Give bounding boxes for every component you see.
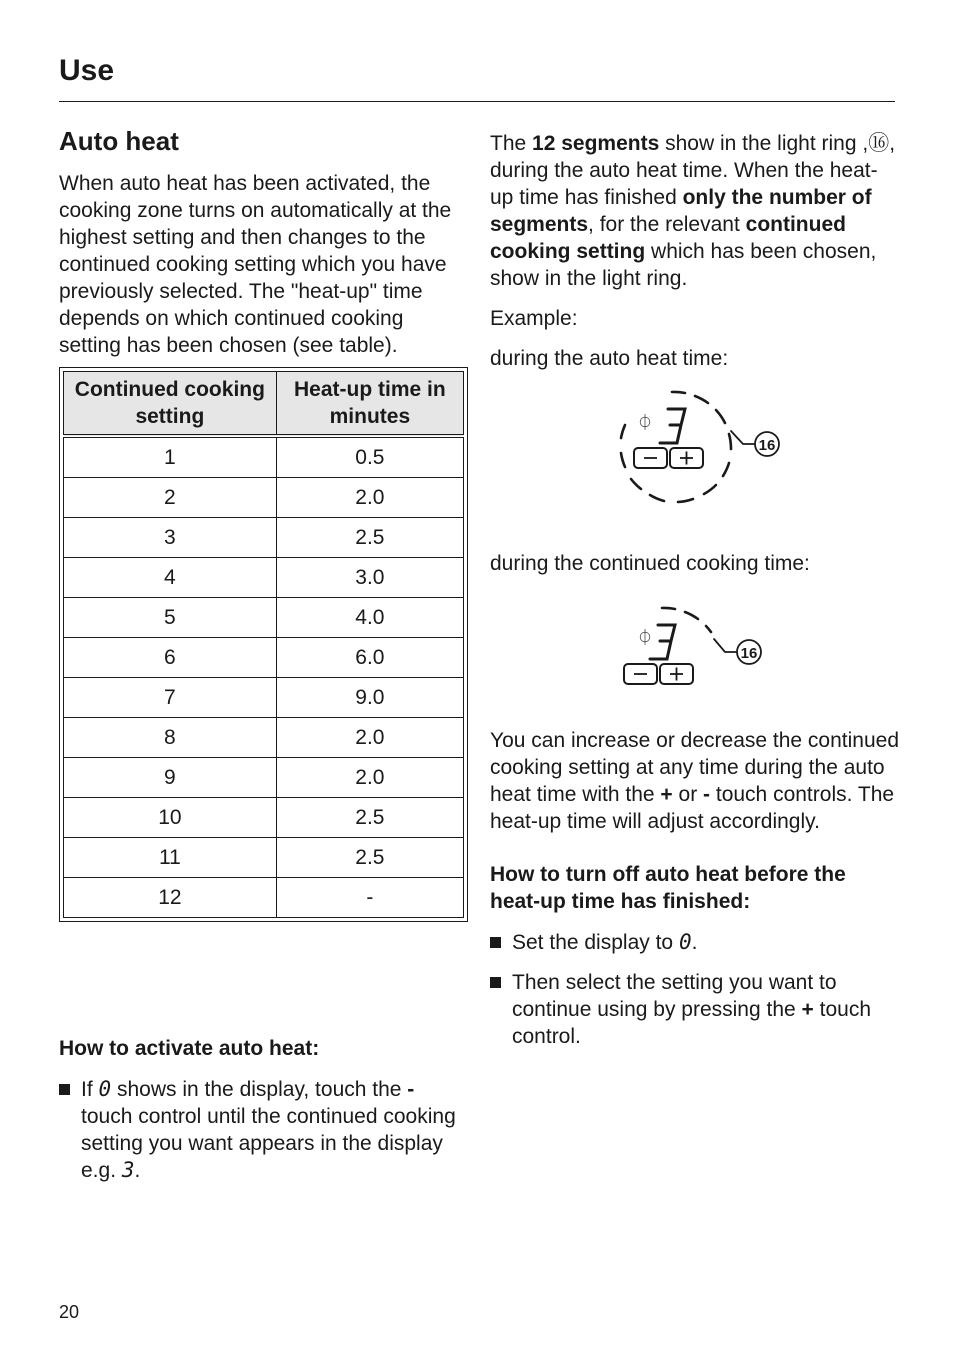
callout-number: 16 <box>740 645 758 662</box>
right-column <box>490 130 900 1063</box>
text: The <box>490 132 533 155</box>
continued-cooking-diagram <box>490 595 900 705</box>
text: You can increase or decrease the continued cooking setting at any time during the auto heat time with the <box>490 729 900 806</box>
text: , during the auto heat time. When the heat-up time has finished <box>490 132 896 209</box>
text: or <box>672 783 704 806</box>
left-column <box>59 124 469 922</box>
minus-symbol: - <box>407 1078 415 1101</box>
time-cell: 0.5 <box>276 436 463 478</box>
bold-text: continued cooking setting <box>490 213 846 263</box>
header-rule <box>59 101 895 102</box>
table-row <box>64 436 464 478</box>
display-digit-three <box>650 625 675 659</box>
callout-leader <box>714 639 736 652</box>
table-row <box>64 678 464 718</box>
time-cell: 2.0 <box>276 718 463 758</box>
display-digit: 0 <box>98 1077 112 1101</box>
setting-cell: 5 <box>64 598 277 638</box>
table-row <box>64 838 464 878</box>
display-digit: 3 <box>121 1158 135 1182</box>
text: , for the relevant <box>588 213 746 236</box>
how-to-activate-heading: How to activate auto heat: <box>59 1037 320 1060</box>
table-row <box>64 558 464 598</box>
bold-text: only the number of segments <box>490 186 872 236</box>
setting-cell: 3 <box>64 518 277 558</box>
auto-heat-intro: When auto heat has been activated, the cooking zone turns on automatically at the highest setting and then changes to the continued cooking setting which you have previously selected. The "heat-up" time depends on which continued cooking setting has been chosen (see table). <box>59 172 452 357</box>
text: Set the display to <box>512 931 679 954</box>
segments-paragraph <box>490 130 900 292</box>
during-continued-label: during the continued cooking time: <box>490 552 810 575</box>
turn-off-heading: How to turn off auto heat before the heat-up time has finished: <box>490 863 846 913</box>
table-row <box>64 478 464 518</box>
text: touch control until the continued cooking setting you want appears in the display e.g. <box>81 1105 456 1182</box>
table-row <box>64 598 464 638</box>
minus-symbol: - <box>703 783 711 806</box>
list-item <box>59 1076 469 1184</box>
text: If <box>81 1078 99 1101</box>
setting-cell: 4 <box>64 558 277 598</box>
table-header-setting: Continued cooking setting <box>64 372 277 437</box>
callout-number: 16 <box>758 437 776 454</box>
time-cell: 6.0 <box>276 638 463 678</box>
turn-off-steps <box>490 929 900 1050</box>
during-auto-label: during the auto heat time: <box>490 347 729 370</box>
setting-cell: 1 <box>64 436 277 478</box>
time-cell: 2.0 <box>276 478 463 518</box>
time-cell: 2.5 <box>276 798 463 838</box>
time-cell: - <box>276 878 463 918</box>
time-cell: 2.5 <box>276 518 463 558</box>
text: Then select the setting you want to continue using by pressing the <box>512 971 837 1021</box>
callout-ref: ⑯ <box>868 132 890 155</box>
text: shows in the display, touch the <box>111 1078 408 1101</box>
setting-cell: 6 <box>64 638 277 678</box>
setting-cell: 12 <box>64 878 277 918</box>
table-row <box>64 798 464 838</box>
setting-cell: 11 <box>64 838 277 878</box>
page-number: 20 <box>59 1302 80 1322</box>
auto-heat-heading: Auto heat <box>59 126 179 156</box>
callout-leader <box>731 431 754 444</box>
list-item <box>490 969 900 1050</box>
example-label: Example: <box>490 307 578 330</box>
text: which has been chosen, show in the light ring. <box>490 240 877 290</box>
plus-symbol: + <box>801 998 814 1021</box>
display-digit: 0 <box>678 930 692 954</box>
setting-cell: 10 <box>64 798 277 838</box>
light-ring-full-svg <box>490 372 900 532</box>
setting-cell: 9 <box>64 758 277 798</box>
table-row <box>64 638 464 678</box>
auto-heat-diagram <box>490 372 900 532</box>
time-cell: 2.5 <box>276 838 463 878</box>
activate-steps <box>59 1076 469 1184</box>
text: touch controls. The heat-up time will adjust accordingly. <box>490 783 895 833</box>
table-row <box>64 758 464 798</box>
display-digit-three <box>660 409 685 443</box>
light-ring-partial-svg <box>490 595 900 705</box>
time-cell: 3.0 <box>276 558 463 598</box>
section-title: Use <box>59 54 115 87</box>
time-cell: 4.0 <box>276 598 463 638</box>
text: touch control. <box>512 998 872 1048</box>
bold-text: 12 segments <box>532 132 660 155</box>
text: show in the light ring , <box>659 132 869 155</box>
list-item <box>490 929 900 956</box>
table-header-time: Heat-up time in minutes <box>276 372 463 437</box>
heatup-table-frame <box>59 367 468 922</box>
table-row <box>64 718 464 758</box>
heatup-table <box>63 371 464 918</box>
time-cell: 9.0 <box>276 678 463 718</box>
setting-cell: 8 <box>64 718 277 758</box>
power-icon: ⏀ <box>636 413 654 432</box>
setting-cell: 2 <box>64 478 277 518</box>
table-row <box>64 518 464 558</box>
table-row <box>64 878 464 918</box>
time-cell: 2.0 <box>276 758 463 798</box>
power-icon: ⏀ <box>636 628 654 647</box>
adjust-paragraph <box>490 727 900 835</box>
how-to-activate <box>59 1035 469 1197</box>
plus-symbol: + <box>660 783 673 806</box>
text: . <box>134 1159 141 1182</box>
setting-cell: 7 <box>64 678 277 718</box>
text: . <box>691 931 698 954</box>
light-ring-segments <box>662 608 711 632</box>
